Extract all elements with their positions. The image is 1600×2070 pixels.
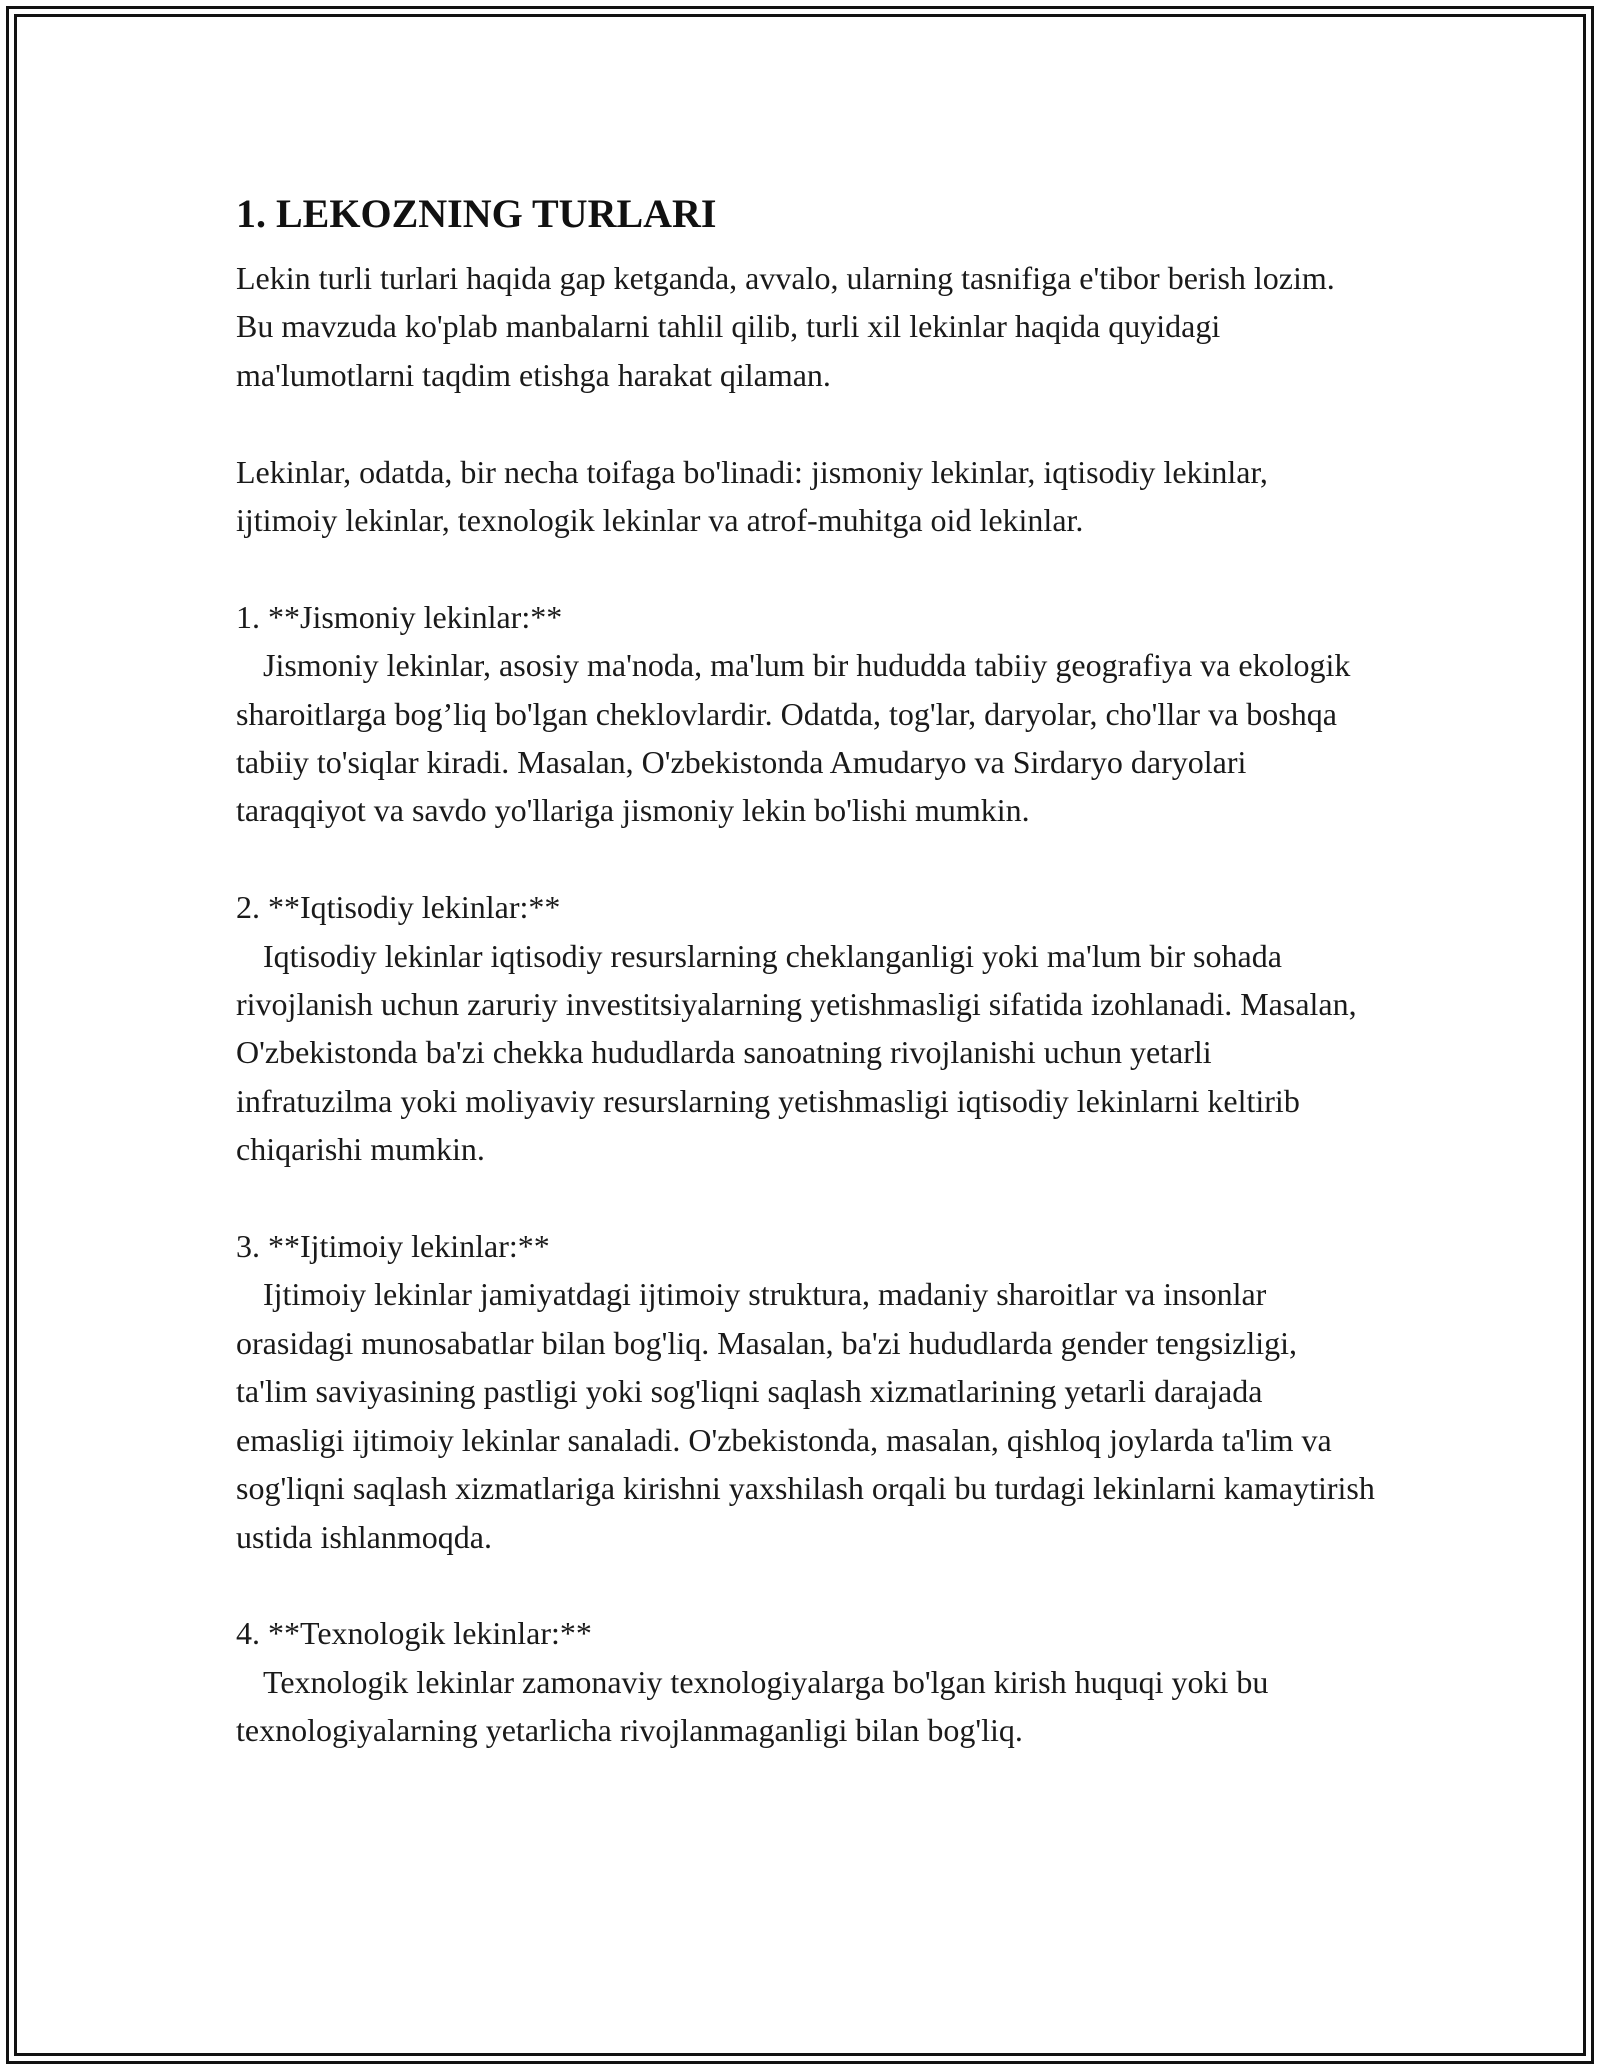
section-heading: 4. **Texnologik lekinlar:** [236, 1615, 592, 1652]
section-body: Jismoniy lekinlar, asosiy ma'noda, ma'lum bir hududda tabiiy geografiya va ekologik sharoitlarga bog’liq bo'lgan cheklovlardir. Odatda, tog'lar, daryolar, cho'llar va boshqa tabiiy to'siqlar kiradi. Masalan, O'zbekistonda Amudaryo va Sirdaryo daryolari taraqqiyot va savdo yo'llariga jismoniy lekin bo'lishi mumkin. [236, 647, 1351, 829]
document-content [236, 186, 1376, 1755]
section-heading: 3. **Ijtimoiy lekinlar:** [236, 1228, 550, 1265]
section-body: Ijtimoiy lekinlar jamiyatdagi ijtimoiy struktura, madaniy sharoitlar va insonlar orasidagi munosabatlar bilan bog'liq. Masalan, ba'zi hududlarda gender tengsizligi, ta'lim saviyasining pastligi yoki sog'liqni saqlash xizmatlarining yetarli darajada emasligi ijtimoiy lekinlar sanaladi. O'zbekistonda, masalan, qishloq joylarda ta'lim va sog'liqni saqlash xizmatlariga kirishni yaxshilash orqali bu turdagi lekinlarni kamaytirish ustida ishlanmoqda. [236, 1276, 1375, 1555]
section-iqtisodiy [236, 883, 1376, 1173]
section-texnologik [236, 1609, 1376, 1754]
section-body: Texnologik lekinlar zamonaviy texnologiyalarga bo'lgan kirish huquqi yoki bu texnologiyalarning yetarlicha rivojlanmaganligi bilan bog'liq. [236, 1663, 1269, 1749]
section-heading: 1. **Jismoniy lekinlar:** [236, 598, 563, 635]
section-jismoniy [236, 593, 1376, 835]
intro-paragraph: Lekinlar, odatda, bir necha toifaga bo'linadi: jismoniy lekinlar, iqtisodiy lekinlar, ijtimoiy lekinlar, texnologik lekinlar va atrof-muhitga oid lekinlar. [236, 453, 1276, 539]
intro-paragraph-block [236, 448, 1376, 545]
section-ijtimoiy [236, 1222, 1376, 1561]
document-title: 1. LEKOZNING TURLARI [236, 191, 717, 236]
section-body: Iqtisodiy lekinlar iqtisodiy resurslarning cheklanganligi yoki ma'lum bir sohada rivojlanish uchun zaruriy investitsiyalarning yetishmasligi sifatida izohlanadi. Masalan, O'zbekistonda ba'zi chekka hududlarda sanoatning rivojlanishi uchun yetarli infratuzilma yoki moliyaviy resurslarning yetishmasligi iqtisodiy lekinlarni keltirib chiqarishi mumkin. [236, 937, 1357, 1168]
intro-paragraph: Lekin turli turlari haqida gap ketganda, avvalo, ularning tasnifiga e'tibor berish lozim. Bu mavzuda ko'plab manbalarni tahlil qilib, turli xil lekinlar haqida quyidagi ma'lumotlarni taqdim etishga harakat qilaman. [236, 260, 1343, 393]
section-heading: 2. **Iqtisodiy lekinlar:** [236, 889, 561, 926]
